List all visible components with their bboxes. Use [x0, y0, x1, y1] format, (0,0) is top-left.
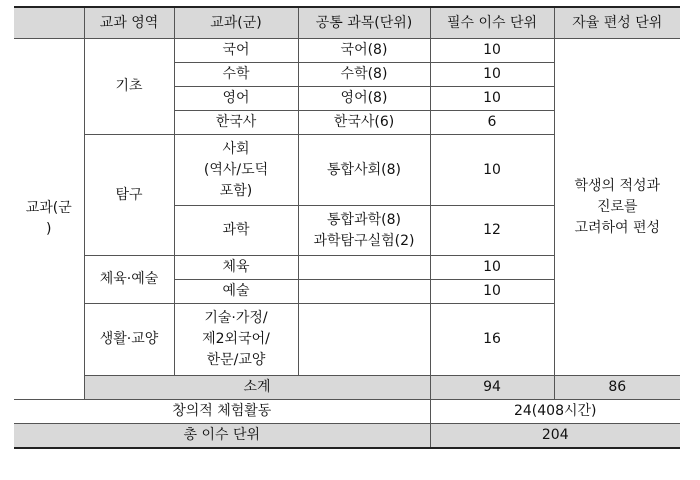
- common-subject-cell: 한국사(6): [298, 111, 430, 135]
- subtotal-label: 소계: [84, 376, 430, 400]
- common-subject-cell: 영어(8): [298, 87, 430, 111]
- subject-cell: 체육: [174, 256, 298, 280]
- required-units-cell: 6: [430, 111, 554, 135]
- subtotal-row: [14, 376, 680, 400]
- subject-cell: 과학: [174, 206, 298, 256]
- required-units-cell: 10: [430, 39, 554, 63]
- total-value: 204: [430, 424, 680, 449]
- header-required-units: 필수 이수 단위: [430, 7, 554, 39]
- common-subject-cell: 통합사회(8): [298, 135, 430, 206]
- subtotal-required: 94: [430, 376, 554, 400]
- area-basic: 기초: [84, 39, 174, 135]
- required-units-cell: 10: [430, 63, 554, 87]
- common-subject-cell: 통합과학(8) 과학탐구실험(2): [298, 206, 430, 256]
- total-label: 총 이수 단위: [14, 424, 430, 449]
- autonomy-note: 학생의 적성과 진로를 고려하여 편성: [554, 39, 680, 376]
- table-row: [14, 39, 680, 63]
- area-pe-art: 체육·예술: [84, 256, 174, 304]
- subject-cell: 사회 (역사/도덕 포함): [174, 135, 298, 206]
- header-common-subject: 공통 과목(단위): [298, 7, 430, 39]
- header-area: 교과 영역: [84, 7, 174, 39]
- total-row: [14, 424, 680, 449]
- subject-cell: 수학: [174, 63, 298, 87]
- creative-activity-row: [14, 400, 680, 424]
- required-units-cell: 16: [430, 304, 554, 376]
- subject-cell: 기술·가정/ 제2외국어/ 한문/교양: [174, 304, 298, 376]
- subject-cell: 예술: [174, 280, 298, 304]
- area-inquiry: 탐구: [84, 135, 174, 256]
- subject-cell: 국어: [174, 39, 298, 63]
- header-subject-group: 교과(군): [174, 7, 298, 39]
- header-corner: [14, 7, 84, 39]
- area-life: 생활·교양: [84, 304, 174, 376]
- common-subject-cell: [298, 280, 430, 304]
- subject-cell: 한국사: [174, 111, 298, 135]
- group-label: 교과(군 ): [14, 39, 84, 400]
- required-units-cell: 10: [430, 256, 554, 280]
- creative-activity-label: 창의적 체험활동: [14, 400, 430, 424]
- curriculum-table: [14, 6, 680, 449]
- required-units-cell: 10: [430, 135, 554, 206]
- common-subject-cell: 국어(8): [298, 39, 430, 63]
- common-subject-cell: [298, 304, 430, 376]
- required-units-cell: 12: [430, 206, 554, 256]
- creative-activity-value: 24(408시간): [430, 400, 680, 424]
- common-subject-cell: 수학(8): [298, 63, 430, 87]
- header-autonomy-units: 자율 편성 단위: [554, 7, 680, 39]
- required-units-cell: 10: [430, 87, 554, 111]
- common-subject-cell: [298, 256, 430, 280]
- table-header-row: [14, 7, 680, 39]
- required-units-cell: 10: [430, 280, 554, 304]
- subject-cell: 영어: [174, 87, 298, 111]
- subtotal-autonomy: 86: [554, 376, 680, 400]
